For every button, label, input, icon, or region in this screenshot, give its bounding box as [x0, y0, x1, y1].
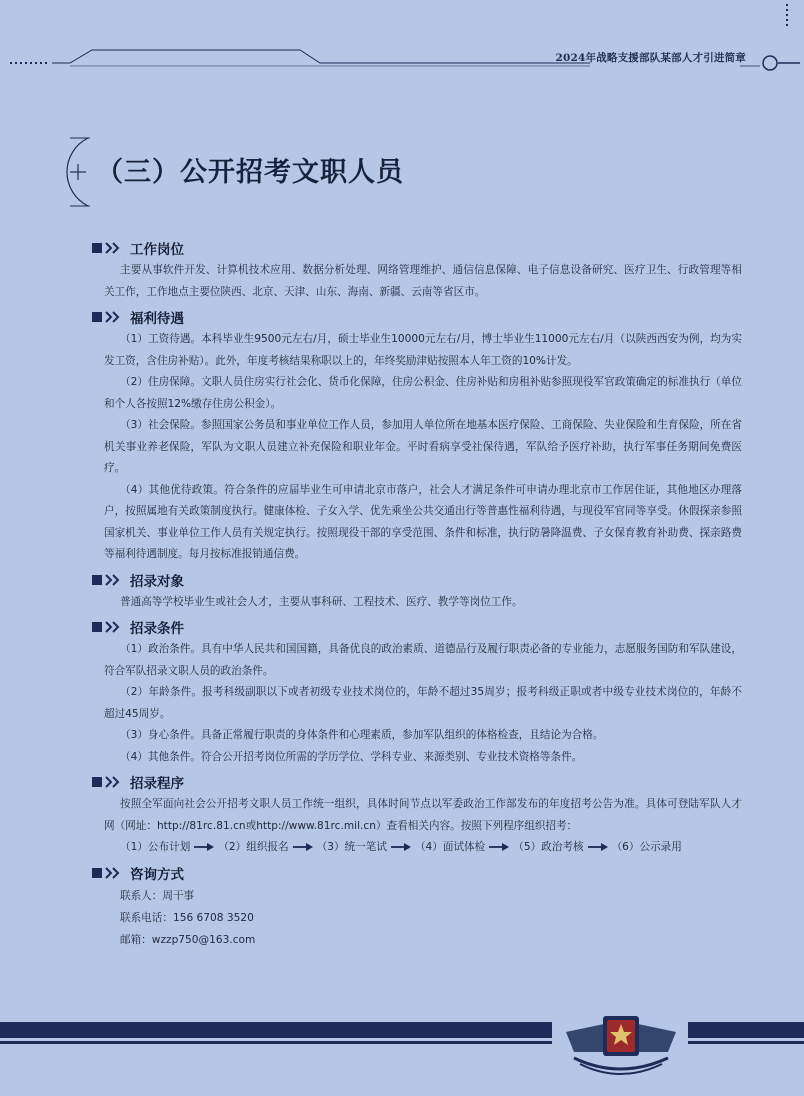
section-procedure [92, 770, 742, 859]
flow-step: （6）公示录用 [611, 841, 682, 853]
section-title: 咨询方式 [130, 866, 184, 883]
right-arrow-icon [488, 842, 510, 852]
square-double-chevron-icon [92, 620, 126, 634]
flow-step: （2）组织报名 [218, 841, 289, 853]
paragraph: （2）年龄条件。报考科级副职以下或者初级专业技术岗位的，年龄不超过35周岁；报考科级正职或者中级专业技术岗位的，年龄不超过45周岁。 [104, 686, 742, 720]
section-target [92, 568, 742, 614]
section-header [92, 305, 742, 329]
military-emblem-icon [566, 1016, 676, 1074]
contact-person: 联系人：周干事 [120, 889, 195, 902]
section-title: 招录对象 [130, 573, 184, 590]
paragraph: （3）社会保险。参照国家公务员和事业单位工作人员，参加用人单位所在地基本医疗保险、工商保险、失业保险和生育保险，所在省机关事业养老保险，军队为文职人员建立补充保险和职业年金。平时看病享受社保待遇，军队给予医疗补助，执行军事任务期间免费医疗。 [104, 419, 742, 474]
paragraph: （3）身心条件。具备正常履行职责的身体条件和心理素质，参加军队组织的体格检查，且结论为合格。 [120, 729, 604, 741]
section-title: 工作岗位 [130, 242, 184, 258]
header-decoration [0, 0, 804, 90]
flow-step: （1）公布计划 [120, 841, 191, 853]
paragraph: （1）政治条件。具有中华人民共和国国籍，具备优良的政治素质、道德品行及履行职责必备的专业能力，志愿服务国防和军队建设，符合军队招录文职人员的政治条件。 [104, 643, 742, 677]
section-title: 福利待遇 [130, 311, 184, 327]
contact-phone: 联系电话：156 6708 3520 [120, 911, 254, 924]
square-double-chevron-icon [92, 775, 126, 789]
section-header [92, 861, 742, 885]
paragraph: （4）其他条件。符合公开招考岗位所需的学历学位、学科专业、来源类别、专业技术资格等条件。 [120, 750, 583, 763]
content-area [92, 234, 742, 951]
flow-step: （4）面试体检 [414, 841, 486, 853]
section-positions [92, 236, 742, 303]
right-arrow-icon [193, 842, 215, 852]
section-header [92, 568, 742, 592]
paragraph: 主要从事软件开发、计算机技术应用、数据分析处理、网络管理维护、通信信息保障、电子信息设备研究、医疗卫生、行政管理等相关工作，工作地点主要位陕西、北京、天津、山东、海南、新疆、云南等省区市。 [104, 264, 742, 298]
flow-step: （3）统一笔试 [316, 841, 387, 853]
header-title: 2024年战略支援部队某部人才引进简章 [555, 52, 746, 64]
section-contact [92, 861, 742, 951]
section-title: 招录程序 [130, 776, 184, 792]
section-title: 招录条件 [130, 621, 184, 637]
section-header [92, 236, 742, 260]
section-header [92, 770, 742, 794]
square-double-chevron-icon [92, 241, 126, 255]
square-double-chevron-icon [92, 573, 126, 587]
paragraph: 按照全军面向社会公开招考文职人员工作统一组织，具体时间节点以军委政治工作部发布的年度招考公告为准。具体可登陆军队人才网（网址：http://81rc.81.cn或http://www.81rc.mil.cn）查看相关内容。按照下列程序组织招考： [104, 798, 742, 832]
square-double-chevron-icon [92, 866, 126, 880]
section-conditions [92, 615, 742, 768]
contact-email: 邮箱：wzzp750@163.com [120, 933, 256, 946]
paragraph: 普通高等学校毕业生或社会人才，主要从事科研、工程技术、医疗、教学等岗位工作。 [120, 595, 523, 608]
right-arrow-icon [390, 842, 412, 852]
section-benefits [92, 305, 742, 566]
flow-step: （5）政治考核 [513, 841, 584, 853]
paragraph: （4）其他优待政策。符合条件的应届毕业生可申请北京市落户，社会人才满足条件可申请办理北京市工作居住证，其他地区办理落户，按照属地有关政策制度执行。健康体检、子女入学、优先乘坐公共交通出行等普惠性福利待遇，与现役军官同等享受。休假探亲参照国家机关、事业单位工作人员有关规定执行。按照现役干部的享受范围、条件和标准，执行防暑降温费、子女保育教育补助费、探亲路费等福利待遇制度。每月按标准报销通信费。 [104, 483, 742, 560]
section-header [92, 615, 742, 639]
procedure-flow [92, 837, 742, 859]
footer-decoration [0, 1010, 804, 1096]
paragraph: （1）工资待遇。本科毕业生9500元左右/月，硕士毕业生10000元左右/月，博士毕业生11000元左右/月（以陕西西安为例，均为实发工资，含住房补贴）。此外，年度考核结果称职以上的，年终奖励津贴按照本人年工资的10%计发。 [104, 333, 742, 367]
main-title: （三）公开招考文职人员 [96, 157, 404, 188]
right-arrow-icon [587, 842, 609, 852]
paragraph: （2）住房保障。文职人员住房实行社会化、货币化保障，住房公积金、住房补贴和房租补贴参照现役军官政策确定的标准执行（单位和个人各按照12%缴存住房公积金）。 [104, 376, 742, 410]
right-arrow-icon [292, 842, 314, 852]
square-double-chevron-icon [92, 310, 126, 324]
